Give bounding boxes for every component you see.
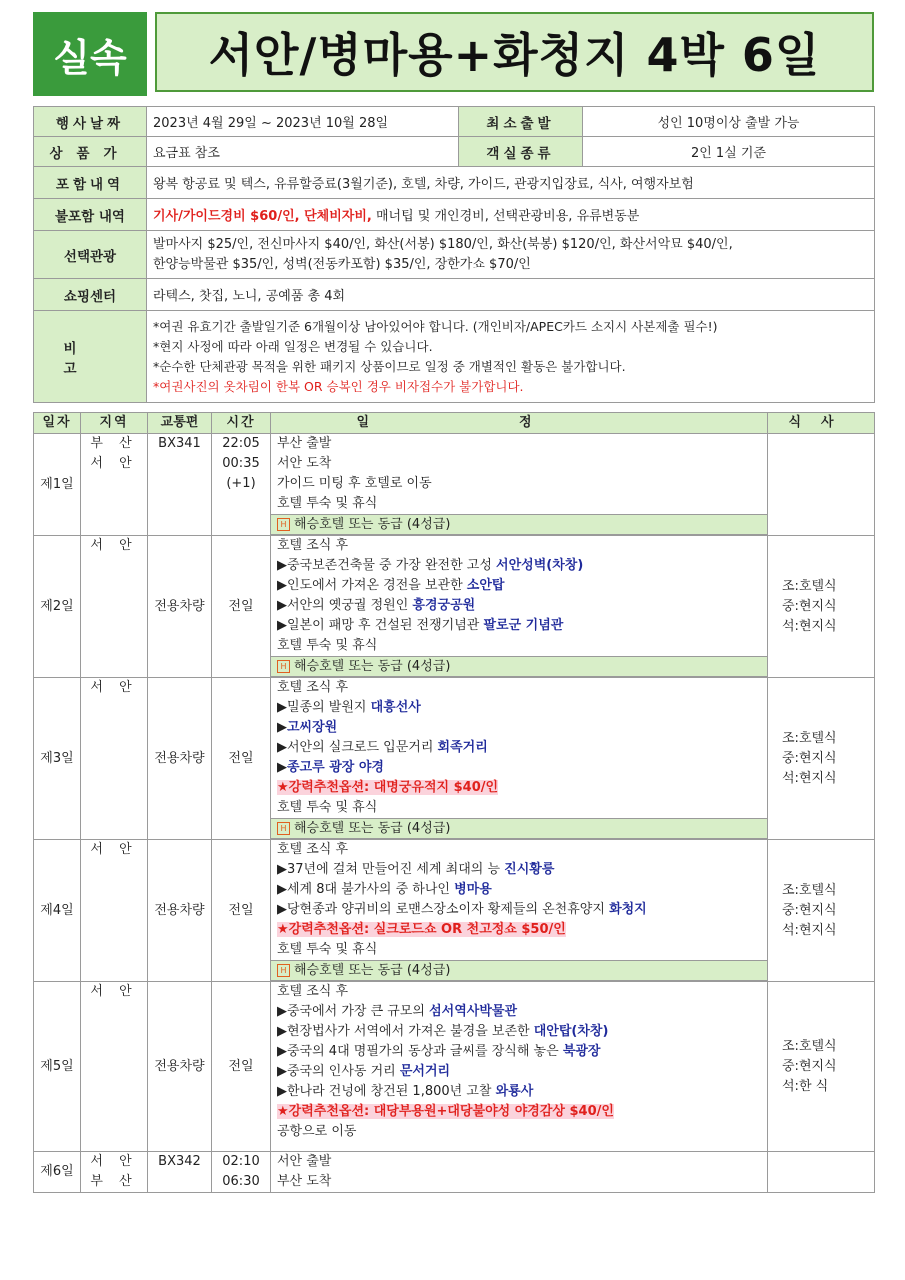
day-label: 제2일 [34,536,81,678]
itinerary-line [277,880,761,900]
itinerary-line: 서안 출발 [277,1154,332,1169]
col-region: 지역 [81,413,148,434]
itinerary-line: 호텔 투숙 및 휴식 [277,496,378,511]
sight-name: 대흥선사 [370,700,421,715]
meal-cell [768,678,875,840]
itinerary-text: ▶서안의 옛궁궐 정원인 [277,598,413,613]
tour-title: 서안/병마용+화청지 4박 6일 [155,12,874,92]
sight-name: 회족거리 [437,740,488,755]
region-name: 서 안 [90,538,138,553]
itinerary-line [277,678,761,698]
incl-value: 왕복 항공료 및 텍스, 유류할증료(3월기준), 호텔, 차량, 가이드, 관광지입장료, 식사, 여행자보험 [147,167,875,199]
col-transport: 교통편 [148,413,212,434]
itinerary-line [277,778,761,798]
time-cell: 전일 [212,536,271,678]
meal-cell [768,1152,875,1193]
region-cell [81,678,148,840]
date-value: 2023년 4월 29일 ~ 2023년 10월 28일 [147,107,459,137]
sight-name: 소안탑 [466,578,505,593]
meal-item: 중:현지식 [782,1058,837,1074]
transport-cell: BX342 [148,1152,212,1193]
region-name: 서 안 [90,842,138,857]
time-cell: 전일 [212,982,271,1152]
hotel-icon: H [277,964,290,977]
time-value: 02:10 [222,1154,260,1169]
info-table [33,106,875,403]
region-name: 서 안 [90,984,138,999]
sight-name: 팔로군 기념관 [483,618,564,633]
itinerary-line [277,1122,761,1142]
itinerary-text: 호텔 조식 후 [277,538,349,553]
hotel-line [271,514,767,535]
itinerary-text: 호텔 조식 후 [277,842,349,857]
itinerary-line: 가이드 미팅 후 호텔로 이동 [277,476,432,491]
schedule-table [33,412,875,1193]
sight-name: 고씨장원 [287,720,338,735]
excl-red-text: 기사/가이드경비 $60/인, 단체비자비, [153,209,372,224]
note-line: *순수한 단체관광 목적을 위한 패키지 상품이므로 일정 중 개별적인 활동은 불가합니다. [153,358,626,374]
min-value: 성인 10명이상 출발 가능 [583,107,875,137]
itinerary-text: 공항으로 이동 [277,1124,357,1139]
note-line-warning: *여권사진의 옷차림이 한복 OR 승복인 경우 비자접수가 불가합니다. [153,378,524,394]
recommended-option: ★강력추천옵션: 대명궁유적지 $40/인 [277,780,499,795]
itinerary-cell [271,982,768,1152]
region-cell [81,434,148,536]
itinerary-text: ▶중국에서 가장 큰 규모의 [277,1004,430,1019]
sight-name: 북광장 [562,1044,601,1059]
itinerary-line [277,596,761,616]
region-cell [81,982,148,1152]
col-itinerary: 일정 [271,413,768,434]
sight-name: 서안성벽(차창) [496,558,584,573]
itinerary-text: 호텔 조식 후 [277,680,349,695]
meal-item: 중:현지식 [782,750,837,766]
meal-item: 중:현지식 [782,598,837,614]
schedule-row [34,1152,875,1193]
itinerary-text: ▶일본이 패망 후 건설된 전쟁기념관 [277,618,484,633]
region-name: 서 안 [90,456,138,471]
meal-cell [768,840,875,982]
itinerary-line [277,1002,761,1022]
transport-cell: 전용차량 [148,840,212,982]
itinerary-line [277,1062,761,1082]
itinerary-line [277,758,761,778]
date-label: 행사날짜 [34,107,147,137]
itinerary-line [277,718,761,738]
itinerary-text: 호텔 투숙 및 휴식 [277,942,378,957]
meal-item: 석:한 식 [782,1078,829,1094]
shop-label: 쇼핑센터 [34,279,147,311]
note-value [147,311,875,403]
price-value: 요금표 참조 [147,137,459,167]
sight-name: 섬서역사박물관 [429,1004,518,1019]
sight-name: 와룡사 [495,1084,534,1099]
excl-label: 불포함 내역 [34,199,147,231]
time-value: 00:35 [222,456,260,471]
itinerary-cell [271,678,768,840]
hotel-line [271,656,767,677]
itinerary-line [277,920,761,940]
schedule-row [34,678,875,840]
itinerary-line [277,840,761,860]
region-name: 부 산 [90,436,138,451]
excl-value [147,199,875,231]
itinerary-line [277,576,761,596]
region-name: 서 안 [90,680,138,695]
schedule-row [34,434,875,536]
hotel-line [271,818,767,839]
itinerary-line [277,798,761,818]
itinerary-line [277,1082,761,1102]
itinerary-line [277,1022,761,1042]
itinerary-cell [271,536,768,678]
itinerary-line [277,1102,761,1122]
itinerary-text: 호텔 투숙 및 휴식 [277,800,378,815]
itinerary-line [277,1042,761,1062]
hotel-name: 해승호텔 또는 동급 (4성급) [294,821,451,836]
itinerary-line [277,698,761,718]
itinerary-text: ▶서안의 실크로드 입문거리 [277,740,438,755]
itinerary-line [277,982,761,1002]
meal-cell [768,434,875,536]
incl-label: 포함내역 [34,167,147,199]
opt-value [147,231,875,279]
itinerary-text: ▶인도에서 가져온 경전을 보관한 [277,578,467,593]
hotel-icon: H [277,660,290,673]
itinerary-cell [271,434,768,536]
day-label: 제3일 [34,678,81,840]
room-value: 2인 1실 기준 [583,137,875,167]
time-cell: 전일 [212,678,271,840]
time-cell [212,1152,271,1193]
meal-item: 석:현지식 [782,922,837,938]
itinerary-text: ▶ [277,720,287,735]
time-cell: 전일 [212,840,271,982]
opt-line: 발마사지 $25/인, 전신마사지 $40/인, 화산(서봉) $180/인, 화산(북봉) $120/인, 화산서악묘 $40/인, [153,236,733,252]
hotel-icon: H [277,518,290,531]
itinerary-text: ▶중국보존건축물 중 가장 완전한 고성 [277,558,497,573]
note-line: *여권 유효기간 출발일기준 6개월이상 남아있어야 합니다. (개인비자/APEC카드 소지시 사본제출 필수!) [153,318,718,334]
meal-cell [768,536,875,678]
meal-item: 조:호텔식 [782,730,837,746]
shop-value: 라텍스, 찻집, 노니, 공예품 총 4회 [147,279,875,311]
itinerary-text: 호텔 투숙 및 휴식 [277,638,378,653]
itinerary-text: ▶중국의 4대 명필가의 동상과 글씨를 장식해 놓은 [277,1044,563,1059]
itinerary-line [277,636,761,656]
sight-name: 화청지 [609,902,647,917]
sight-name: 종고루 광장 야경 [287,760,384,775]
day-label: 제4일 [34,840,81,982]
schedule-row [34,982,875,1152]
region-cell [81,840,148,982]
hotel-icon: H [277,822,290,835]
meal-item: 조:호텔식 [782,578,837,594]
itinerary-line [277,616,761,636]
room-label: 객실종류 [459,137,583,167]
col-day: 일자 [34,413,81,434]
day-label: 제5일 [34,982,81,1152]
transport-cell: 전용차량 [148,678,212,840]
hotel-line [271,960,767,981]
itinerary-line [277,738,761,758]
time-value: 06:30 [222,1174,260,1189]
itinerary-text: ▶중국의 인사동 거리 [277,1064,400,1079]
transport-cell: 전용차량 [148,536,212,678]
hotel-name: 해승호텔 또는 동급 (4성급) [294,517,451,532]
recommended-option: ★강력추천옵션: 대당부용원+대당불야성 야경감상 $40/인 [277,1104,614,1119]
price-label: 상품가 [34,137,147,167]
itinerary-cell [271,1152,768,1193]
region-cell [81,1152,148,1193]
itinerary-text: ▶세계 8대 불가사의 중 하나인 [277,882,455,897]
sight-name: 흥경궁공원 [412,598,476,613]
sight-name: 문서거리 [399,1064,451,1079]
note-label: 비고 [34,311,147,403]
meal-item: 조:호텔식 [782,882,837,898]
meal-item: 석:현지식 [782,770,837,786]
category-badge: 실속 [33,12,147,96]
itinerary-text: ▶현장법사가 서역에서 가져온 불경을 보존한 [277,1024,534,1039]
itinerary-line: 부산 출발 [277,436,332,451]
schedule-row [34,840,875,982]
itinerary-text: 호텔 조식 후 [277,984,349,999]
itinerary-line: 서안 도착 [277,456,332,471]
meal-item: 중:현지식 [782,902,837,918]
time-value: (+1) [226,476,256,491]
region-cell [81,536,148,678]
itinerary-text: ▶ [277,760,287,775]
day-label: 제6일 [34,1152,81,1193]
day-label: 제1일 [34,434,81,536]
note-line: *현지 사정에 따라 아래 일정은 변경될 수 있습니다. [153,338,433,354]
itinerary-line [277,900,761,920]
itinerary-line [277,940,761,960]
itinerary-line [277,556,761,576]
hotel-name: 해승호텔 또는 동급 (4성급) [294,963,451,978]
transport-cell: 전용차량 [148,982,212,1152]
region-name: 서 안 [90,1154,138,1169]
transport-cell: BX341 [148,434,212,536]
itinerary-line [277,860,761,880]
itinerary-line: 부산 도착 [277,1174,332,1189]
col-meal: 식사 [768,413,875,434]
itinerary-text: ▶한나라 건넝에 창건된 1,800년 고찰 [277,1084,496,1099]
col-time: 시간 [212,413,271,434]
sight-name: 대안탑(차창) [533,1024,609,1039]
itinerary-text: ▶당현종과 양귀비의 로맨스장소이자 황제들의 온천휴양지 [277,902,610,917]
recommended-option: ★강력추천옵션: 실크로드쇼 OR 천고정쇼 $50/인 [277,922,566,937]
opt-label: 선택관광 [34,231,147,279]
opt-line: 한양능박물관 $35/인, 성벽(전동카포함) $35/인, 장한가쇼 $70/인 [153,256,531,272]
min-label: 최소출발 [459,107,583,137]
time-cell [212,434,271,536]
sight-name: 진시황릉 [504,862,555,877]
meal-item: 조:호텔식 [782,1038,837,1054]
schedule-row [34,536,875,678]
excl-rest-text: 매너팁 및 개인경비, 선택관광비용, 유류변동분 [371,209,640,224]
sight-name: 병마용 [454,882,492,897]
meal-cell [768,982,875,1152]
time-value: 22:05 [222,436,260,451]
region-name: 부 산 [90,1174,138,1189]
itinerary-text: ▶밀종의 발원지 [277,700,371,715]
itinerary-line [277,536,761,556]
itinerary-text: ▶37년에 걸쳐 만들어진 세계 최대의 능 [277,862,505,877]
meal-item: 석:현지식 [782,618,837,634]
itinerary-cell [271,840,768,982]
header [33,12,874,96]
hotel-name: 해승호텔 또는 동급 (4성급) [294,659,451,674]
